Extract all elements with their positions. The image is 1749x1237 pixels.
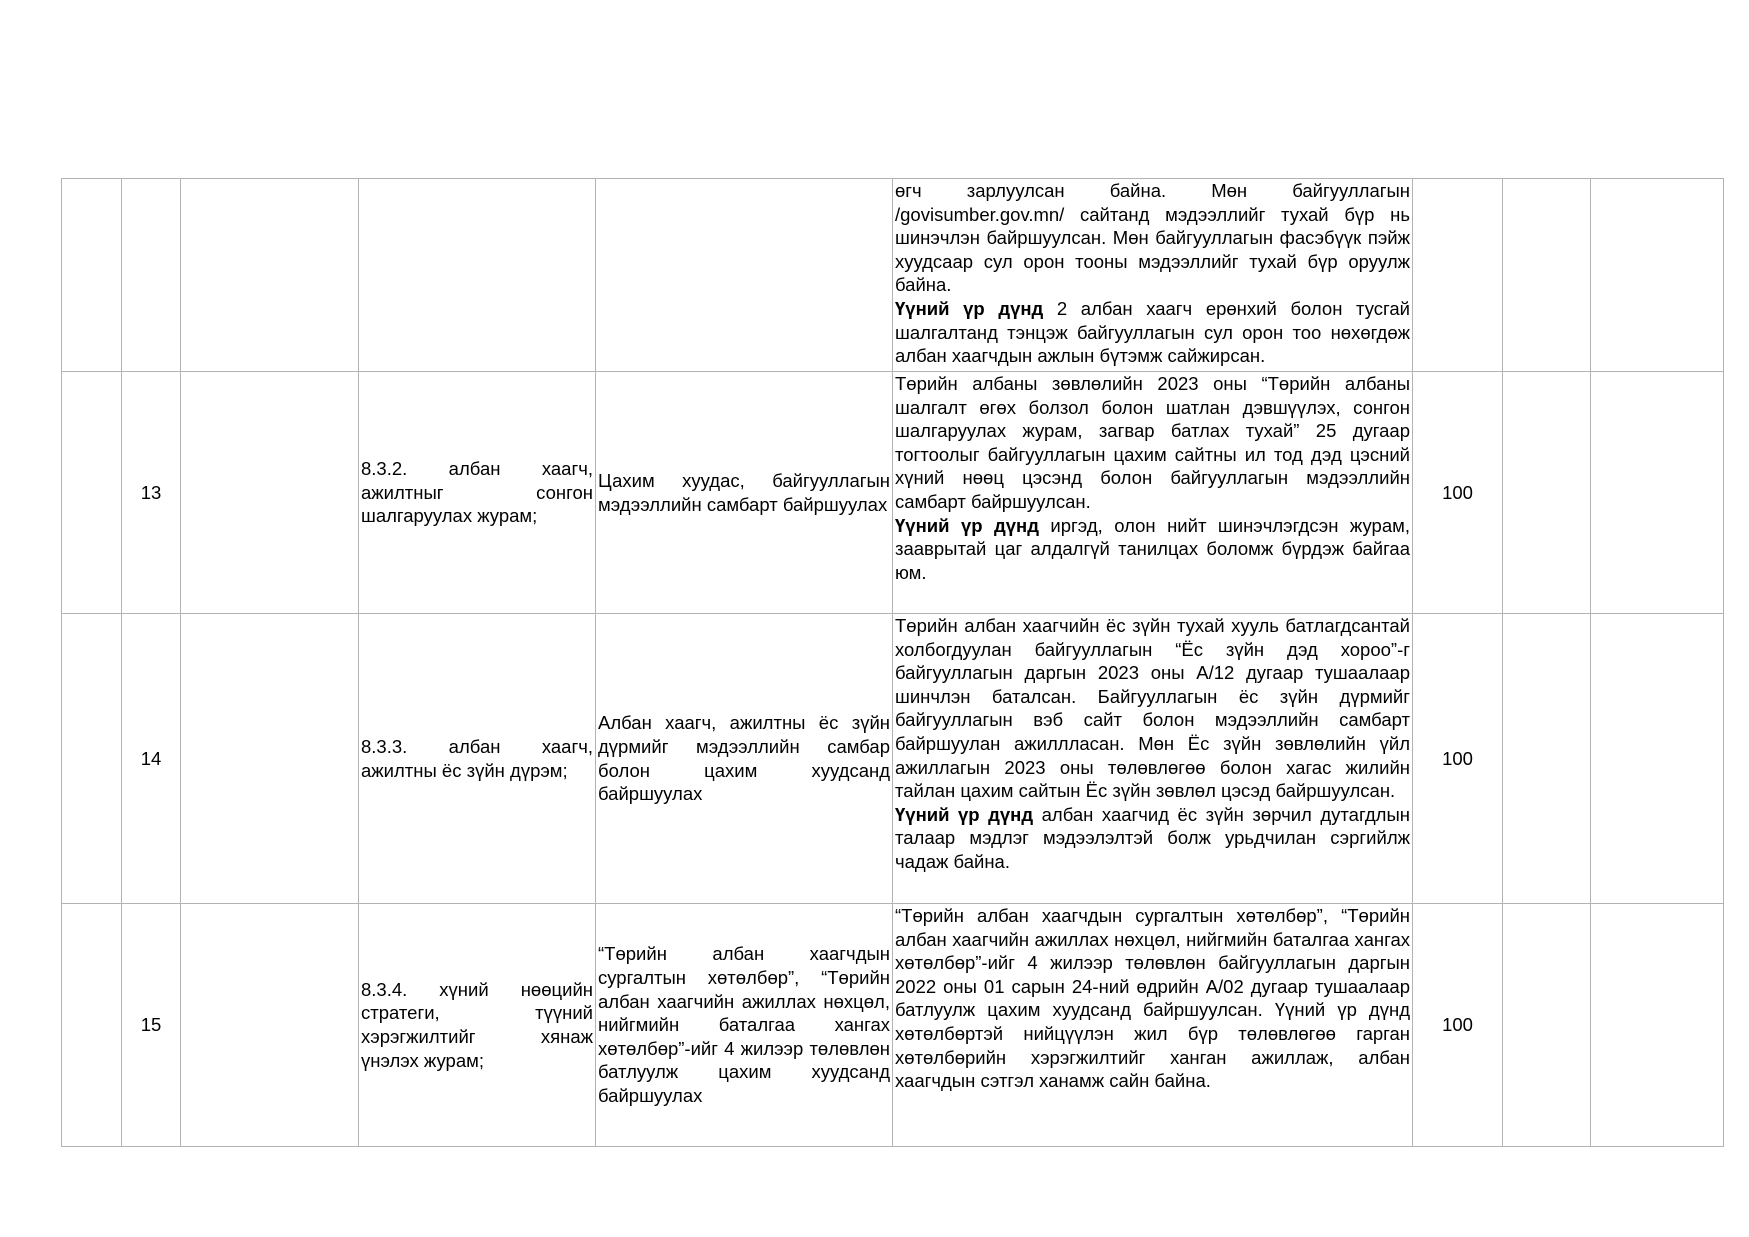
description-cell: [893, 179, 1413, 372]
blank-cell: [62, 179, 122, 372]
blank-cell: [1591, 614, 1724, 904]
report-table: [61, 178, 1724, 1147]
result-text: [895, 514, 1410, 585]
result-label: Үүний үр дүнд: [895, 514, 1039, 536]
description-text: “Төрийн албан хаагчдын сургалтын хөтөлбөр”, “Төрийн албан хаагчийн ажиллах нөхцөл, нийгмийн баталгаа хангах хөтөлбөр”-ийг 4 жилээр төлөвлөн байгууллагын даргын 2022 оны 01 сарын 24-ний өдрийн А/02 дугаар тушаалаар батлуулж цахим хуудсанд байршуулсан. Үүний үр дүнд хөтөлбөртэй нийцүүлэн жил бүр төлөвлөгөө гарган хөтөлбөрийн хэрэгжилтийг ханган ажиллаж, албан хаагчдын сэтгэл ханамж сайн байна.: [895, 905, 1410, 1092]
blank-cell: [62, 372, 122, 614]
blank-cell: [1591, 904, 1724, 1147]
score-cell: 100: [1413, 372, 1503, 614]
table-row: [62, 904, 1724, 1147]
blank-cell: [1503, 179, 1591, 372]
row-number: 13: [122, 372, 181, 614]
blank-cell: [181, 614, 359, 904]
row-number: [122, 179, 181, 372]
description-cell: [893, 614, 1413, 904]
table-row: [62, 372, 1724, 614]
score-cell: 100: [1413, 904, 1503, 1147]
result-label: Үүний үр дүнд: [895, 297, 1044, 319]
blank-cell: [1503, 904, 1591, 1147]
row-number: 15: [122, 904, 181, 1147]
blank-cell: [1503, 372, 1591, 614]
result-text: [895, 297, 1410, 368]
blank-cell: [181, 904, 359, 1147]
result-text: [895, 803, 1410, 874]
table-row: [62, 179, 1724, 372]
blank-cell: [1591, 179, 1724, 372]
action-cell: “Төрийн албан хаагчдын сургалтын хөтөлбөр”, “Төрийн албан хаагчийн ажиллах нөхцөл, нийгмийн баталгаа хангах хөтөлбөр”-ийг 4 жилээр төлөвлөн батлуулж цахим хуудсанд байршуулах: [596, 904, 893, 1147]
action-cell: [596, 179, 893, 372]
row-number: 14: [122, 614, 181, 904]
measure-cell: 8.3.4. хүний нөөцийн стратеги, түүний хэрэгжилтийг хянаж үнэлэх журам;: [359, 904, 596, 1147]
score-cell: 100: [1413, 614, 1503, 904]
description-cell: [893, 904, 1413, 1147]
blank-cell: [62, 904, 122, 1147]
blank-cell: [1503, 614, 1591, 904]
blank-cell: [1591, 372, 1724, 614]
description-text: Төрийн албаны зөвлөлийн 2023 оны “Төрийн албаны шалгалт өгөх болзол болон шатлан дэвшүүлэх, сонгон шалгаруулах журам, загвар батлах тухай” 25 дугаар тогтоолыг байгууллагын цахим сайтны ил тод дэд цэсний хүний нөөц цэсэнд болон байгууллагын мэдээллийн самбарт байршуулсан.: [895, 373, 1410, 512]
blank-cell: [181, 372, 359, 614]
score-cell: [1413, 179, 1503, 372]
action-cell: Цахим хуудас, байгууллагын мэдээллийн самбарт байршуулах: [596, 372, 893, 614]
description-text: өгч зарлуулсан байна. Мөн байгууллагын /govisumber.gov.mn/ сайтанд мэдээллийг тухай бүр нь шинэчлэн байршуулсан. Мөн байгууллагын фасэбүүк пэйж хуудсаар сул орон тооны мэдээллийг тухай бүр оруулж байна.: [895, 180, 1410, 296]
result-body: 2 албан хаагч ерөнхий болон тусгай шалгалтанд тэнцэж байгууллагын сул орон тоо нөхөгдөж албан хаагчдын ажлын бүтэмж сайжирсан.: [895, 297, 1410, 367]
result-label: Үүний үр дүнд: [895, 803, 1034, 825]
measure-cell: 8.3.2. албан хаагч, ажилтныг сонгон шалгаруулах журам;: [359, 372, 596, 614]
result-body: албан хаагчид ёс зүйн зөрчил дутагдлын талаар мэдлэг мэдээлэлтэй болж урьдчилан сэргийлж чадаж байна.: [895, 803, 1410, 872]
description-cell: [893, 372, 1413, 614]
table-row: [62, 614, 1724, 904]
measure-cell: 8.3.3. албан хаагч, ажилтны ёс зүйн дүрэм;: [359, 614, 596, 904]
action-cell: Албан хаагч, ажилтны ёс зүйн дүрмийг мэдээллийн самбар болон цахим хуудсанд байршуулах: [596, 614, 893, 904]
blank-cell: [62, 614, 122, 904]
result-body: иргэд, олон нийт шинэчлэгдсэн журам, зааврытай цаг алдалгүй танилцах боломж бүрдэж байгаа юм.: [895, 514, 1410, 583]
measure-cell: [359, 179, 596, 372]
description-text: Төрийн албан хаагчийн ёс зүйн тухай хууль батлагдсантай холбогдуулан байгууллагын “Ёс зүйн дэд хороо”-г байгууллагын даргын 2023 оны А/12 дугаар тушаалаар шинчлэн баталсан. Байгууллагын ёс зүйн дүрмийг байгууллагын вэб сайт болон мэдээллийн самбарт байршуулан ажиллласан. Мөн Ёс зүйн зөвлөлийн үйл ажиллагын 2023 оны төлөвлөгөө болон хагас жилийн тайлан цахим сайтын Ёс зүйн зөвлөл цэсэд байршуулсан.: [895, 615, 1410, 802]
blank-cell: [181, 179, 359, 372]
